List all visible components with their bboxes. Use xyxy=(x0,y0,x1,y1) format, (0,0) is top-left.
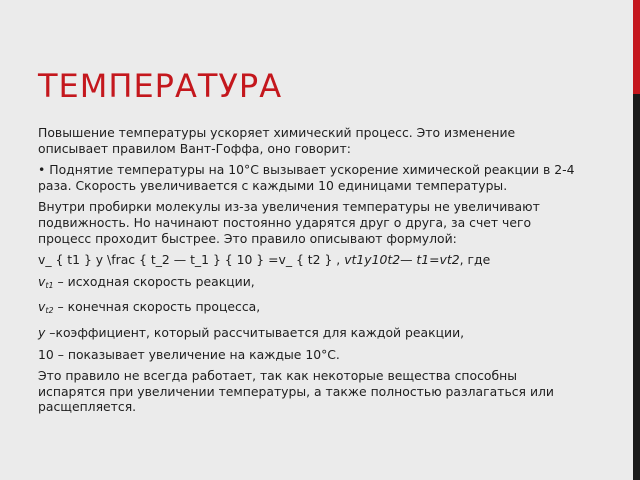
definition-v1 xyxy=(38,274,578,294)
definition-v2 xyxy=(38,299,578,319)
definition-y xyxy=(38,325,578,341)
accent-bar xyxy=(633,0,640,94)
intro-paragraph: Повышение температуры ускоряет химический процесс. Это изменение описывает правилом Вант-Гоффа, оно говорит: xyxy=(38,125,516,156)
definition-v1-text: – исходная скорость реакции, xyxy=(53,273,255,289)
definition-y-text: –коэффициент, который рассчитывается для каждой реакции, xyxy=(45,324,465,340)
slide-title: ТЕМПЕРАТУРА xyxy=(38,67,283,105)
subscript-t1: t1 xyxy=(45,280,54,290)
subscript-t2: t2 xyxy=(45,306,54,316)
formula-raw: v_ { t1 } y \frac { t_2 — t_1 } { 10 } =v_ { t2 } , xyxy=(38,252,341,268)
formula-italic: vt1y10t2— t1=vt2 xyxy=(344,252,460,268)
symbol-v1: v xyxy=(38,273,46,289)
symbol-v2: v xyxy=(38,299,46,315)
slide-body xyxy=(38,125,578,421)
formula-line xyxy=(38,252,578,268)
formula-tail: , где xyxy=(459,252,491,268)
definition-v2-text: – конечная скорость процесса, xyxy=(53,299,261,315)
explain-paragraph: Внутри пробирки молекулы из-за увеличения температуры не увеличивают подвижность. Но начинают постоянно ударятся друг о друга, за счет чего процесс проходит быстрее. Это правило описывают формулой: xyxy=(38,199,540,246)
definition-10: 10 – показывает увеличение на каждые 10°С. xyxy=(38,346,340,362)
symbol-y: y xyxy=(38,324,46,340)
closing-paragraph: Это правило не всегда работает, так как некоторые вещества способны испарятся при увеличении температуры, а также полностью разлагаться или расщепляется. xyxy=(38,368,554,415)
edge-bar xyxy=(633,94,640,480)
bullet-paragraph: • Поднятие температуры на 10°С вызывает ускорение химической реакции в 2-4 раза. Скорость увеличивается с каждыми 10 единицами температуры. xyxy=(38,162,575,193)
